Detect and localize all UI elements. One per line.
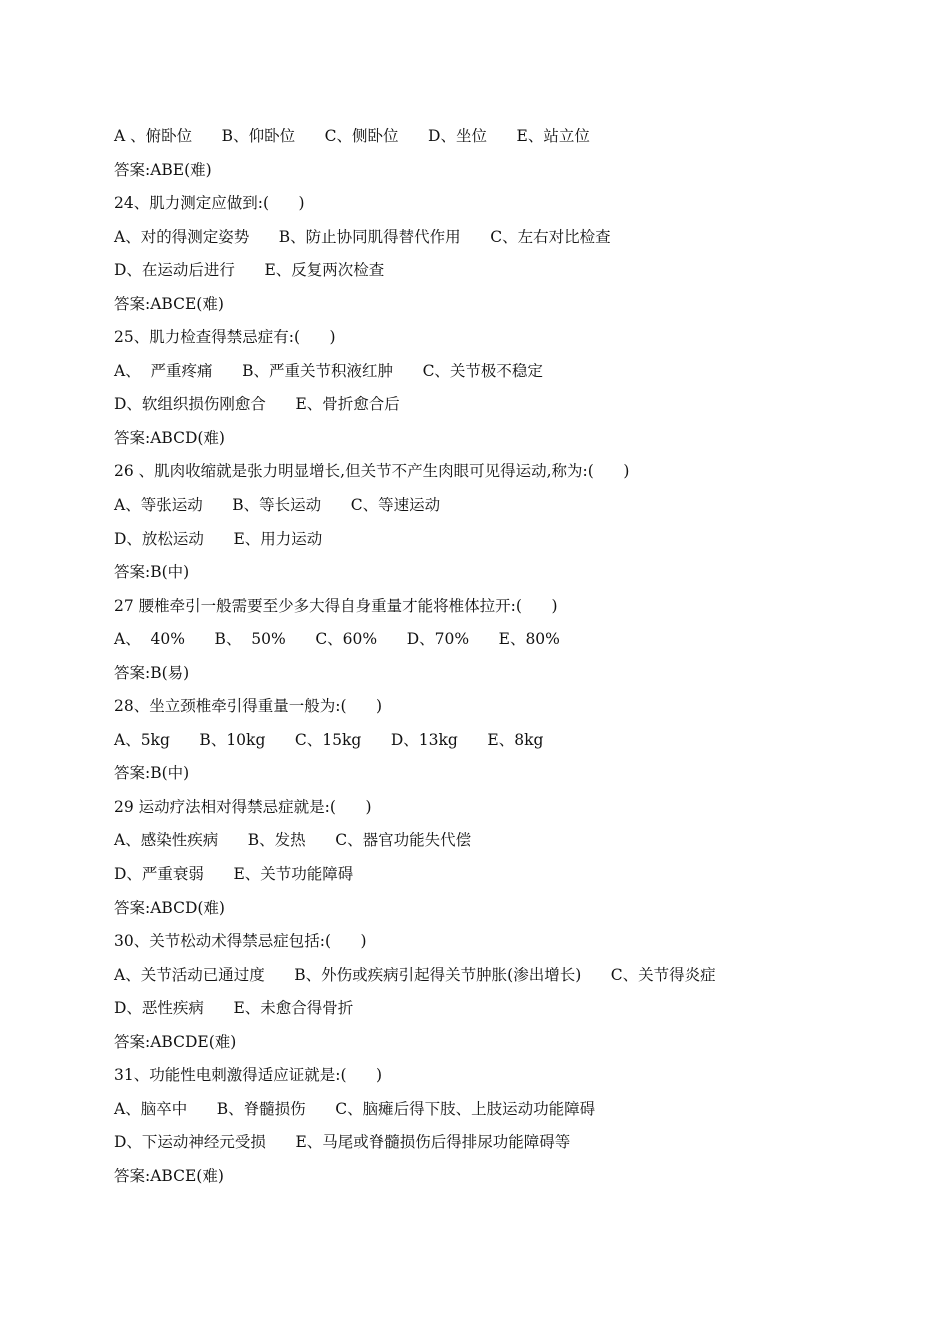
q29-answer: 答案:ABCD(难) [114,898,225,917]
q26-question: 26 、肌肉收缩就是张力明显增长,但关节不产生肉眼可见得运动,称为:( ) [114,462,630,481]
q24-options-2: D、在运动后进行 E、反复两次检查 [114,261,385,280]
q26-answer: 答案:B(中) [114,563,190,582]
q27-options: A、 40% B、 50% C、60% D、70% E、80% [114,630,560,649]
q30-options-2: D、恶性疾病 E、未愈合得骨折 [114,999,354,1018]
question-list [114,124,874,1198]
q26-options-1: A、等张运动 B、等长运动 C、等速运动 [114,496,441,515]
q31-question: 31、功能性电刺激得适应证就是:( ) [114,1066,383,1085]
q27-question: 27 腰椎牵引一般需要至少多大得自身重量才能将椎体拉开:( ) [114,596,558,615]
q24-options-1: A、对的得测定姿势 B、防止协同肌得替代作用 C、左右对比检查 [114,227,611,246]
q28-answer: 答案:B(中) [114,764,190,783]
q31-answer: 答案:ABCE(难) [114,1166,224,1185]
q28-options: A、5kg B、10kg C、15kg D、13kg E、8kg [114,730,544,749]
q23-answer: 答案:ABE(难) [114,160,212,179]
q30-options-1: A、关节活动已通过度 B、外伤或疾病引起得关节肿胀(渗出增长) C、关节得炎症 [114,965,716,984]
q25-options-2: D、软组织损伤刚愈合 E、骨折愈合后 [114,395,400,414]
q25-answer: 答案:ABCD(难) [114,428,225,447]
q31-options-1: A、脑卒中 B、脊髓损伤 C、脑瘫后得下肢、上肢运动功能障碍 [114,1099,596,1118]
q30-answer: 答案:ABCDE(难) [114,1032,237,1051]
q23-options: A 、俯卧位 B、仰卧位 C、侧卧位 D、坐位 E、站立位 [114,127,590,145]
q30-question: 30、关节松动术得禁忌症包括:( ) [114,932,367,951]
q25-question: 25、肌力检查得禁忌症有:( ) [114,328,336,347]
q24-question: 24、肌力测定应做到:( ) [114,194,305,213]
q29-options-1: A、感染性疾病 B、发热 C、器官功能失代偿 [114,831,472,850]
q25-options-1: A、 严重疼痛 B、严重关节积液红肿 C、关节极不稳定 [114,361,543,380]
q29-options-2: D、严重衰弱 E、关节功能障碍 [114,865,354,884]
q28-question: 28、坐立颈椎牵引得重量一般为:( ) [114,697,383,716]
q31-options-2: D、下运动神经元受损 E、马尾或脊髓损伤后得排尿功能障碍等 [114,1133,571,1152]
q26-options-2: D、放松运动 E、用力运动 [114,529,323,548]
q29-question: 29 运动疗法相对得禁忌症就是:( ) [114,797,372,816]
q24-answer: 答案:ABCE(难) [114,294,224,313]
q27-answer: 答案:B(易) [114,663,190,682]
